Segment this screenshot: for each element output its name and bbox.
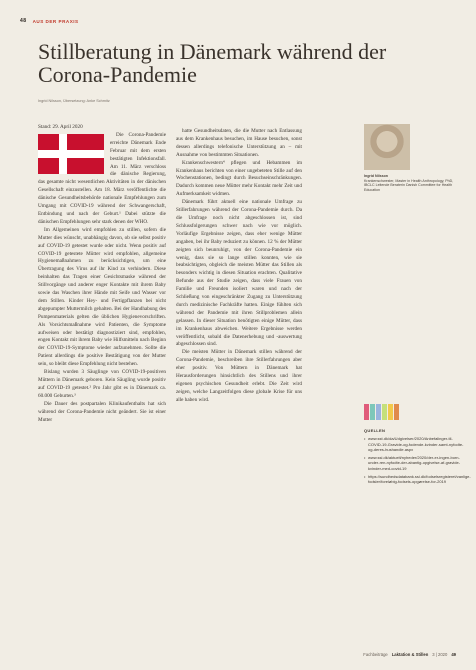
footer-issue: 3 | 2020 bbox=[432, 652, 448, 657]
article-author: Ingrid Nilsson, Übersetzung: Anke Schmitz bbox=[38, 99, 110, 103]
sources-heading: QUELLEN bbox=[364, 428, 386, 433]
paragraph: Im Allgemeinen wird empfohlen zu stillen, sofern die Mutter dies wünscht, unabhängig davon, ob sie selbst positiv auf COVID-19 getestet wurde oder nicht. Wenn positiv auf COVID-19 getestete Mütter wird empfohlen, allgemeine Hygienemaßnahmen zu berücksichtigen, um eine Übertragung des Virus auf ihr Kind zu verhindern. Diese beinhalten das Tragen einer Gesichtsmaske während der Stillvorgänge und anderer enger Kontakte mit ihrem Baby sowie das Waschen ihrer Hände mit Seife und Wasser vor dem Stillen. Kinder Hey- und Fertigpflanzen bei nicht abgepumpter Muttermilch gehalten. Bei der Handhabung des Pumpenmaterials gelten die üblichen Hygienevorschriften. Als Vorsichtsmaßnahme wird Patienten, die Symptome aufweisen oder bestätigt diagnostiziert sind, empfohlen, engen Kontakt mit ihrem Baby wie Hilfsmitteln nach Beginn der COVID-19-Symptome wieder aufzunehmen. Sollte die Patient allerdings die positive Bestätigung von der Mutter sein, so bleibt diese Empfehlung nicht bestehen. bbox=[38, 226, 166, 368]
section-label: AUS DER PRAXIS bbox=[32, 18, 79, 24]
denmark-flag-image bbox=[38, 134, 104, 174]
color-tag bbox=[376, 404, 381, 420]
source-link[interactable]: • www.ssi.dk/aktuelt/nyheder/2020/der-er-ingen-born-under-ren-nyfodte-der-abantig-opgivelse-af-gravide-kvinder-med-covid-19 bbox=[364, 455, 464, 471]
article-column-1 bbox=[38, 124, 166, 424]
footer-category: Fachbeiträge bbox=[363, 652, 388, 657]
color-tag bbox=[370, 404, 375, 420]
paragraph: Krankenschwestern⁴ pflegen und Hebammen im Krankenhaus berichten von einer ungebeteten Stille auf den Wochenstationen, bedingt durch Besuchseinschränkungen. Dadurch kommen neue Mütter mehr Kontakt mehr Zeit und Aufmerksamkeit widmen. bbox=[176, 159, 302, 198]
article-title: Stillberatung in Dänemark während der Corona-Pandemie bbox=[38, 39, 387, 87]
article-column-2 bbox=[176, 128, 302, 405]
footer-journal: Laktation & Stillen bbox=[391, 652, 429, 657]
footer-page-number: 49 bbox=[451, 652, 456, 657]
author-name: Ingrid Nilsson bbox=[364, 174, 388, 178]
running-head bbox=[20, 16, 79, 26]
source-link[interactable]: • https://sundhedsdatabank.ssi.dk/fodselsregisteret/vanlige-fodsler/foreløbig-fodsels-opgørelse-for-2019 bbox=[364, 474, 464, 485]
color-tag bbox=[382, 404, 387, 420]
color-tag bbox=[364, 404, 369, 420]
page-footer bbox=[363, 652, 456, 657]
article-date: Stand: 29. April 2020 bbox=[38, 124, 83, 130]
paragraph: Die meisten Mütter in Dänemark stillen während der Corona-Pandemie, beschreiben ihre Stillerfahrungen aber eher positiv. Von Müttern in Dänemark hat Herausforderungen hinsichtlich des Stillens und ihrer eigenen psychischen Gesundheit erlebt. Die Zeit wird zeigen, welche Langzeitfolgen diese globale Krise für uns alle haben wird. bbox=[176, 349, 302, 403]
paragraph: Die Corona-Pandemie erreichte Dänemark Ende Februar mit dem ersten bestätigten Infektionsfall. Am 11. März verschloss die dänische Regierung, das gesamte nicht wesentlichen Aktivitäten in der dänischen Gesellschaft einzustellen. Am 18. März veröffentlichte die dänische Gesundheitsbehörde nationale Empfehlungen zum Umgang mit COVID-19 während der Schwangerschaft, Entbindung und nach der Geburt.¹ Dabei stützte die dänischen Empfehlungen sehr stark denen der WHO. bbox=[38, 131, 166, 225]
color-tag bbox=[394, 404, 399, 420]
paragraph: hatte Gesundheitsdaten, die die Mutter nach Entlassung aus dem Krankenhaus besuchen, im Hause besuchen, sonst dessen allerdings telefonische Unterstützung an – mit Ausnahme von bestimmten Situationen. bbox=[176, 128, 302, 158]
paragraph: Dänemark führt aktuell eine nationale Umfrage zu Stillerfahrungen während der Corona-Pandemie durch. Da die Umfrage noch nicht abgeschlossen ist, sind Schlussfolgerungen schwer nach wie vor möglich. Vorläufige Ergebnisse zeigen, dass eher wenige Mütter angaben, bei ihr Baby reduziert zu können. 12 % der Mütter zeigten sich beunruhigt, von der Corona-Pandemie ein wenig, dass sie so lange stillen konnten, wie sie beabsichtigten, obgleich die meisten Mütter das Stillen als besonders wichtig in diesen Situation erachten. Qualitative Befunde aus der Studie zeigen, dass viele Frauen von Familie und Freunden isoliert waren und nach der Schließung von eingeschränkter Zugang zu Unterstützung durch medizinische Fachkräfte hatten. Einige fühlten sich während der Pandemie mit ihren Stillproblemen allein gelassen. In dieser Situation benötigten einige Mütter, dass im Krankenhaus abweichen. Weitere Ergebnisse werden veröffentlicht, sobald die Datenerhebung und -auswertung abgeschlossen sind. bbox=[176, 199, 302, 348]
sources-box bbox=[364, 428, 471, 488]
color-tag-strip bbox=[364, 404, 399, 420]
author-bio: Krankenschwester, Master in Health Anthropology, PhD, IBCLC Leitende Beraterin Danish Committee for Health Education bbox=[364, 178, 454, 192]
header-page-number: 48 bbox=[20, 18, 27, 24]
color-tag bbox=[388, 404, 393, 420]
paragraph: Bislang wurden 3 Säuglinge von COVID-19-positiven Müttern in Dänemark geboren. Kein Säugling wurde positiv auf COVID-19 getestet.² Pro Jahr gibt es in Dänemark ca. 60.000 Geburten.³ bbox=[38, 369, 166, 399]
source-link[interactable]: • www.sst.dk/da/Udgivelser/2020/Anbefalinger-til-COVID-19-Gravide-og-fodende-kvinder-samt-nyfodte-og-deres-hushandle.aspx bbox=[364, 436, 464, 452]
author-portrait bbox=[364, 124, 410, 170]
author-bio-box bbox=[364, 174, 460, 192]
paragraph: Die Dauer des postpartalen Klinikaufenthalts hat sich während der Corona-Pandemie nicht geändert. Sie ist einer Mutter bbox=[38, 400, 166, 423]
sources-list bbox=[364, 436, 471, 485]
